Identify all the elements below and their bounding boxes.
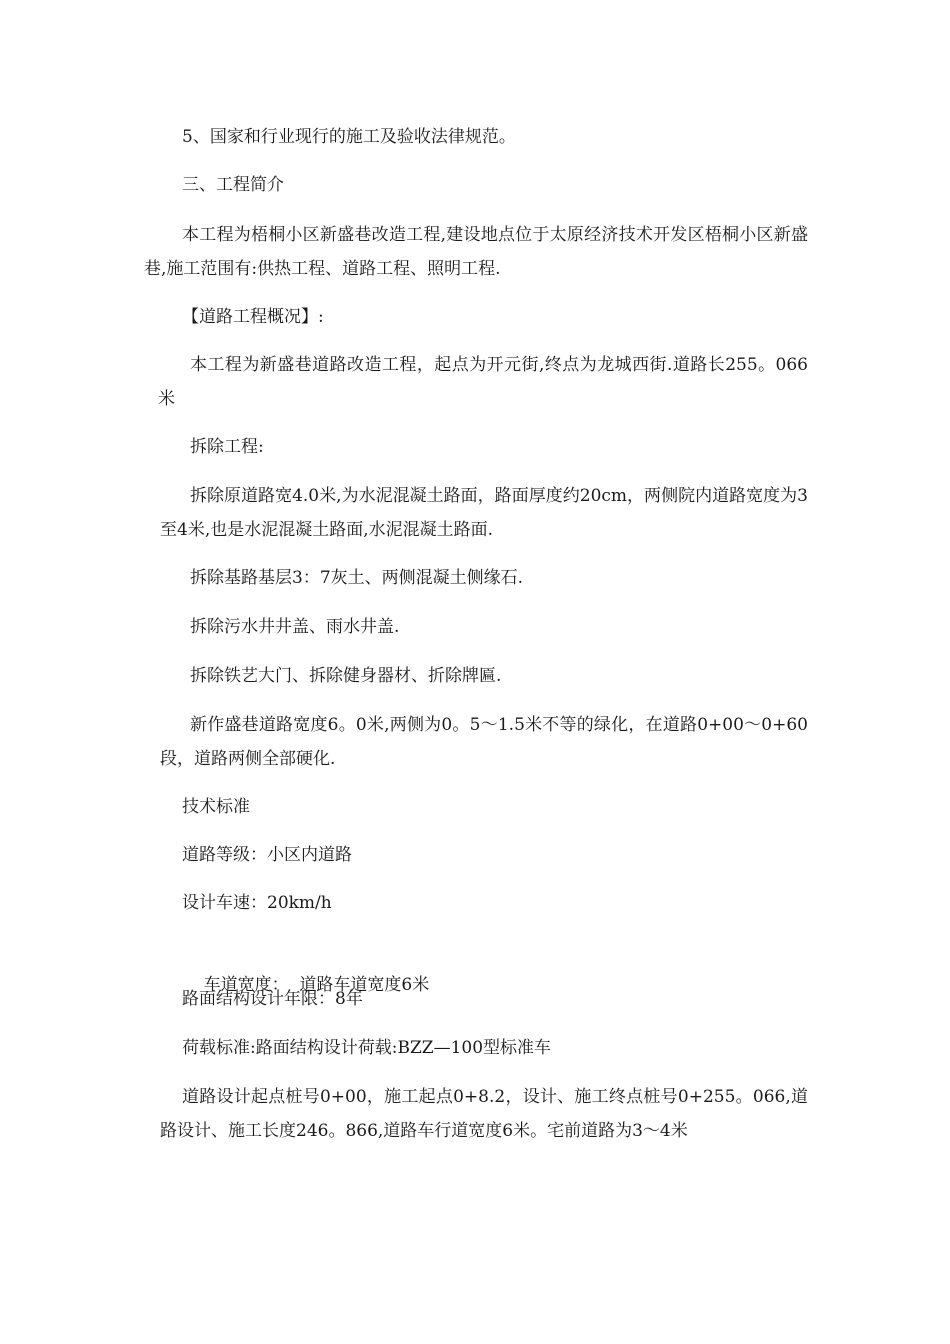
standard-road-grade: 道路等级：小区内道路 (182, 845, 352, 865)
section-heading-intro: 三、工程简介 (182, 175, 284, 195)
section-heading-demolition: 拆除工程: (190, 437, 264, 457)
section-heading-standards: 技术标准 (182, 797, 250, 817)
paragraph-stations: 道路设计起点桩号0+00，施工起点0+8.2，设计、施工终点桩号0+255。066,道路设计、施工长度246。866,道路车行道宽度6米。宅前道路为3～4米 (160, 1087, 808, 1141)
standard-lane-width: 车道宽度： 道路车道宽度6米 (203, 975, 430, 995)
paragraph-1: 5、国家和行业现行的施工及验收法律规范。 (182, 127, 516, 147)
section-heading-road: 【道路工程概况】: (182, 307, 324, 327)
paragraph-demolition-road: 拆除原道路宽4.0米,为水泥混凝土路面，路面厚度约20cm，两侧院内道路宽度为3至4米,也是水泥混凝土路面,水泥混凝土路面. (160, 486, 808, 540)
standard-pavement-life: 路面结构设计年限：8年 (182, 989, 363, 1009)
paragraph-demolition-gates: 拆除铁艺大门、拆除健身器材、折除牌匾. (190, 666, 502, 686)
standard-design-speed: 设计车速：20km/h (182, 893, 332, 913)
paragraph-demolition-base: 拆除基路基层3：7灰土、两侧混凝土侧缘石. (190, 568, 524, 588)
paragraph-new-road: 新作盛巷道路宽度6。0米,两侧为0。5～1.5米不等的绿化，在道路0+00～0+60段，道路两侧全部硬化. (160, 715, 808, 769)
paragraph-demolition-covers: 拆除污水井井盖、雨水井盖. (190, 617, 400, 637)
standard-load: 荷载标准:路面结构设计荷载:BZZ—100型标准车 (182, 1038, 552, 1058)
paragraph-intro: 本工程为梧桐小区新盛巷改造工程,建设地点位于太原经济技术开发区梧桐小区新盛巷,施工范围有:供热工程、道路工程、照明工程. (144, 225, 808, 279)
paragraph-road-overview: 本工程为新盛巷道路改造工程，起点为开元街,终点为龙城西街.道路长255。066米 (158, 355, 808, 409)
